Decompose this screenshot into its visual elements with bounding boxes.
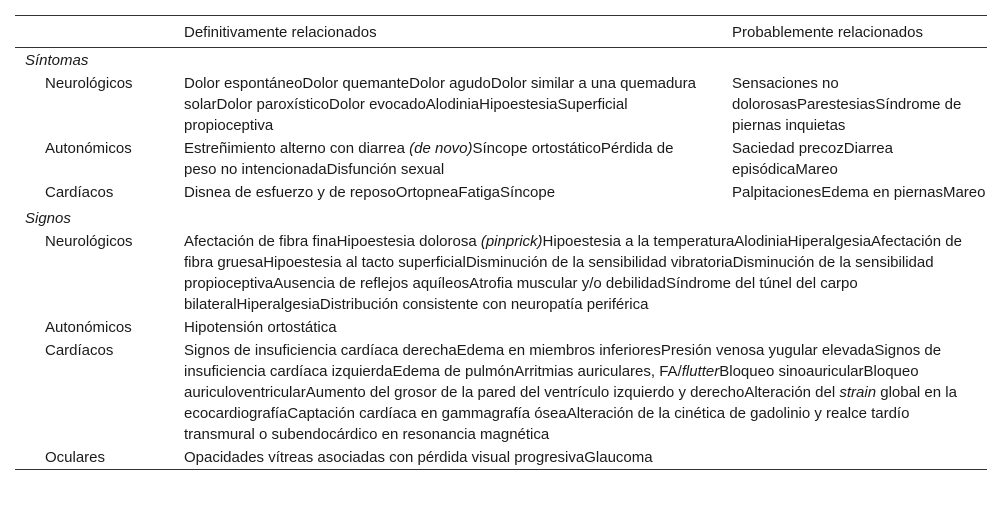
- category-label: Neurológicos: [45, 233, 133, 250]
- signs-cell: Opacidades vítreas asociadas con pérdida visual progresivaGlaucoma: [184, 449, 653, 466]
- header-definitivamente: Definitivamente relacionados: [184, 24, 377, 41]
- definite-cell: Dolor espontáneoDolor quemanteDolor agudoDolor similar a una quemadura solarDolor paroxísticoDolor evocadoAlodiniaHipoestesiaSuperficial propioceptiva: [184, 75, 696, 134]
- category-label: Neurológicos: [45, 75, 133, 92]
- text-segment: Estreñimiento alterno con diarrea: [184, 140, 410, 157]
- text-segment: global en la ecocardiografíaCaptación cardíaca en gammagrafía óseaAlteración de la cinética de gadolinio y realce tardío transmural o subendocárdico en resonancia magnética: [184, 384, 957, 443]
- table-row: [15, 316, 987, 339]
- category-label: Autonómicos: [45, 140, 132, 157]
- probable-cell: Saciedad precozDiarrea episódicaMareo: [732, 140, 893, 178]
- category-label: Cardíacos: [45, 342, 114, 359]
- text-segment: Afectación de fibra finaHipoestesia dolorosa: [184, 233, 481, 250]
- table-row: [15, 137, 987, 181]
- table-header: [15, 16, 987, 48]
- italic-text: strain: [839, 384, 877, 401]
- italic-text: (de novo): [409, 140, 473, 157]
- probable-cell: PalpitacionesEdema en piernasMareo: [732, 184, 986, 201]
- clinical-table: [15, 15, 987, 470]
- table-row: [15, 446, 987, 470]
- definite-cell: Disnea de esfuerzo y de reposoOrtopneaFatigaSíncope: [184, 184, 556, 201]
- table-row: [15, 230, 987, 316]
- section-row-signos: [15, 206, 987, 230]
- table-row: [15, 72, 987, 137]
- table-row: [15, 339, 987, 446]
- section-title-signos: Signos: [25, 210, 71, 227]
- category-label: Autonómicos: [45, 319, 132, 336]
- table-row: [15, 181, 987, 206]
- header-empty-cell: [15, 16, 169, 48]
- section-row-sintomas: [15, 48, 987, 73]
- text-segment: Signos de insuficiencia cardíaca derechaEdema en miembros inferioresPresión venosa yugular elevadaSignos de insuficiencia cardíaca izquierdaEdema de pulmónArritmias auriculares, FA/: [184, 342, 942, 380]
- text-segment: Hipoestesia a la temperaturaAlodiniaHiperalgesiaAfectación de fibra gruesaHipoestesia al tacto superficialDisminución de la sensibilidad vibratoriaDisminución de la sensibilidad propioceptivaAusencia de reflejos aquíleosAtrofia muscular y/o debilidadSíndrome del túnel del carpo bilateralHiperalgesiaDistribución consistente con neuropatía periférica: [184, 233, 962, 313]
- text-segment: Síncope ortostáticoPérdida de peso no intencionadaDisfunción sexual: [184, 140, 674, 178]
- probable-cell: Sensaciones no dolorosasParestesiasSíndrome de piernas inquietas: [732, 75, 962, 134]
- italic-text: (pinprick): [480, 233, 543, 250]
- section-title-sintomas: Síntomas: [25, 52, 89, 69]
- category-label: Oculares: [45, 449, 106, 466]
- header-probablemente: Probablemente relacionados: [732, 24, 923, 41]
- signs-cell: Hipotensión ortostática: [184, 319, 337, 336]
- signs-cell: [169, 339, 987, 446]
- italic-text: flutter: [681, 363, 720, 380]
- signs-cell: [169, 230, 987, 316]
- category-label: Cardíacos: [45, 184, 114, 201]
- definite-cell: [169, 137, 717, 181]
- text-segment: Bloqueo sinoauricularBloqueo auriculoventricularAumento del grosor de la pared del ventrículo izquierdo y derechoAlteración del: [184, 363, 919, 401]
